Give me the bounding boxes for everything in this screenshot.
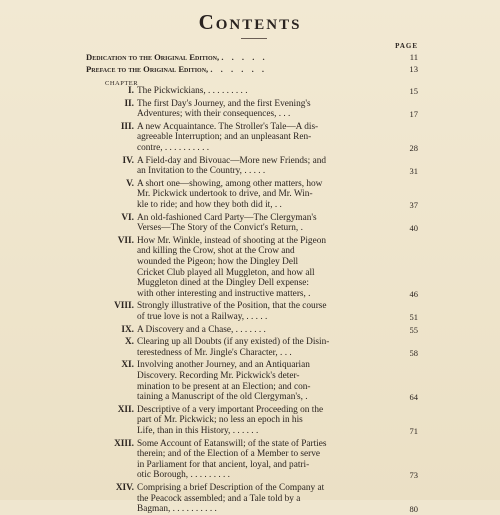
- chapter-number: XII.: [117, 404, 134, 415]
- chapter-title-line: an Invitation to the Country, . . . . .: [137, 166, 266, 177]
- chapter-title-line: Mr. Pickwick undertook to drive, and Mr. Win-: [137, 189, 313, 200]
- chapter-page-number: 58: [409, 347, 418, 358]
- front-matter-preface: [86, 64, 418, 74]
- chapter-title: [137, 86, 398, 97]
- chapter-page-number: 71: [409, 425, 418, 436]
- chapter-title-line: with other interesting and instructive matters, .: [137, 288, 311, 299]
- chapter-title-line: Some Account of Eatanswill; of the state of Parties: [137, 438, 327, 449]
- chapter-page-number: 80: [409, 504, 418, 515]
- chapter-title-line: kle to ride; and how they both did it, . .: [137, 199, 282, 210]
- chapter-title-line: The Pickwickians, . . . . . . . . .: [137, 86, 248, 96]
- chapter-page-number: 64: [409, 392, 418, 403]
- front-matter-page: 13: [409, 64, 418, 74]
- chapter-title: [137, 213, 398, 234]
- chapter-title-line: Comprising a brief Description of the Company at: [137, 483, 325, 493]
- chapter-number: III.: [120, 121, 134, 132]
- front-matter-leader: . . . . .: [221, 52, 268, 62]
- chapter-page-number: 55: [409, 324, 418, 335]
- chapter-number: V.: [126, 178, 134, 189]
- chapter-number: VIII.: [114, 301, 134, 312]
- chapter-title-line: therein; and of the Election of a Member to serve: [137, 449, 321, 460]
- front-matter-dedication: [86, 52, 418, 62]
- chapter-title-line: Cricket Club played all Muggleton, and how all: [137, 267, 315, 278]
- chapter-title-line: Descriptive of a very important Proceeding on the: [137, 404, 324, 415]
- chapter-title-line: Verses—The Story of the Convict's Return, .: [137, 223, 303, 234]
- chapter-number: II.: [124, 98, 134, 109]
- chapter-entry: [96, 99, 418, 120]
- chapter-entry: [96, 405, 418, 437]
- chapter-entry: [96, 301, 418, 322]
- chapter-number: VI.: [121, 212, 134, 223]
- front-matter-page: 11: [409, 52, 418, 62]
- chapter-title-line: A Field-day and Bivouac—More new Friends; and: [137, 155, 327, 166]
- chapter-entry: [96, 156, 418, 177]
- chapter-title: [137, 179, 398, 211]
- chapter-column-label: CHAPTER: [105, 80, 139, 87]
- front-matter-text: Dedication to the Original Edition,: [86, 52, 220, 62]
- page-title: Contents: [198, 10, 302, 34]
- chapter-title: [137, 99, 398, 120]
- chapter-number: XIII.: [114, 438, 134, 449]
- chapter-title: [137, 156, 398, 177]
- chapter-title-line: Discovery. Recording Mr. Pickwick's deter-: [137, 370, 300, 381]
- front-matter-text: Preface to the Original Edition,: [86, 64, 209, 74]
- chapter-title: [137, 122, 398, 154]
- chapter-page-number: 31: [409, 166, 418, 177]
- chapter-title-line: Bagman, . . . . . . . . . .: [137, 504, 217, 515]
- chapter-number: X.: [124, 337, 134, 348]
- chapter-page-number: 17: [409, 109, 418, 120]
- front-matter-leader: . . . . . .: [210, 64, 268, 74]
- chapter-title-line: Involving another Journey, and an Antiquarian: [137, 360, 310, 371]
- chapter-number: IX.: [121, 324, 134, 335]
- chapter-number: XIV.: [115, 483, 134, 493]
- chapter-entry: [96, 122, 418, 154]
- chapter-page-number: 28: [409, 142, 418, 153]
- chapter-title-line: in Parliament for that ancient, loyal, and patri-: [137, 459, 310, 470]
- chapter-title-line: otic Borough, . . . . . . . . .: [137, 470, 230, 481]
- chapter-title: [137, 360, 398, 402]
- chapter-entry: [96, 86, 418, 97]
- chapter-title-line: A short one—showing, among other matters, how: [137, 178, 323, 189]
- chapter-title-line: The first Day's Journey, and the first Evening's: [137, 98, 311, 109]
- chapter-title-line: the Peacock assembled; and a Tale told by a: [137, 493, 301, 504]
- chapter-title: [137, 439, 398, 481]
- chapter-title-line: of true love is not a Railway, . . . . .: [137, 311, 268, 322]
- chapter-title-line: A new Acquaintance. The Stroller's Tale—A dis-: [137, 121, 319, 132]
- chapter-number: I.: [128, 86, 134, 96]
- chapter-entry: [96, 213, 418, 234]
- chapter-title-line: agreeable Interruption; and an unpleasant Ren-: [137, 132, 312, 143]
- chapter-entry: [96, 360, 418, 402]
- chapter-title-line: How Mr. Winkle, instead of shooting at the Pigeon: [137, 235, 326, 246]
- chapter-page-number: 46: [409, 288, 418, 299]
- chapter-title: [137, 337, 398, 358]
- chapter-page-number: 51: [409, 311, 418, 322]
- chapter-entry: [96, 337, 418, 358]
- chapter-page-number: 73: [409, 470, 418, 481]
- chapter-entry: [96, 325, 418, 336]
- chapter-title-line: Life, than in this History, . . . . . .: [137, 425, 259, 436]
- chapter-title-line: Muggleton dined at the Dingley Dell expense:: [137, 278, 309, 289]
- chapter-title-line: contre, . . . . . . . . . .: [137, 142, 210, 153]
- chapter-title-line: Clearing up all Doubts (if any existed) of the Disin-: [137, 337, 330, 348]
- chapter-entry: [96, 439, 418, 481]
- chapter-page-number: 15: [409, 86, 418, 96]
- chapter-number: IV.: [122, 155, 134, 166]
- chapter-title-line: taining a Manuscript of the old Clergyman's, .: [137, 392, 308, 403]
- chapter-title: [137, 483, 398, 515]
- chapter-page-number: 37: [409, 199, 418, 210]
- chapter-title-line: mination to be present at an Election; and con-: [137, 381, 311, 392]
- chapter-number: VII.: [117, 235, 134, 246]
- chapter-title-line: terestedness of Mr. Jingle's Character, . . .: [137, 347, 292, 358]
- page-column-label: PAGE: [395, 42, 418, 50]
- chapter-title: [137, 301, 398, 322]
- chapter-title-line: An old-fashioned Card Party—The Clergyman's: [137, 212, 317, 223]
- chapter-title-line: Adventures; with their consequences, . . .: [137, 109, 291, 120]
- title-rule: [241, 38, 267, 39]
- chapter-entry: [96, 179, 418, 211]
- chapter-number: XI.: [121, 360, 134, 371]
- chapter-entry: [96, 236, 418, 300]
- chapter-title-line: wounded the Pigeon; how the Dingley Dell: [137, 256, 299, 267]
- chapter-entry: [96, 483, 418, 515]
- chapter-title-line: part of Mr. Pickwick; no less an epoch in his: [137, 415, 303, 426]
- chapter-title-line: Strongly illustrative of the Position, that the course: [137, 301, 327, 312]
- chapter-page-number: 40: [409, 223, 418, 234]
- chapter-title: [137, 325, 398, 336]
- chapter-title: [137, 405, 398, 437]
- chapter-title: [137, 236, 398, 300]
- chapter-title-line: and killing the Crow, shot at the Crow and: [137, 246, 295, 257]
- chapter-title-line: A Discovery and a Chase, . . . . . . .: [137, 324, 266, 335]
